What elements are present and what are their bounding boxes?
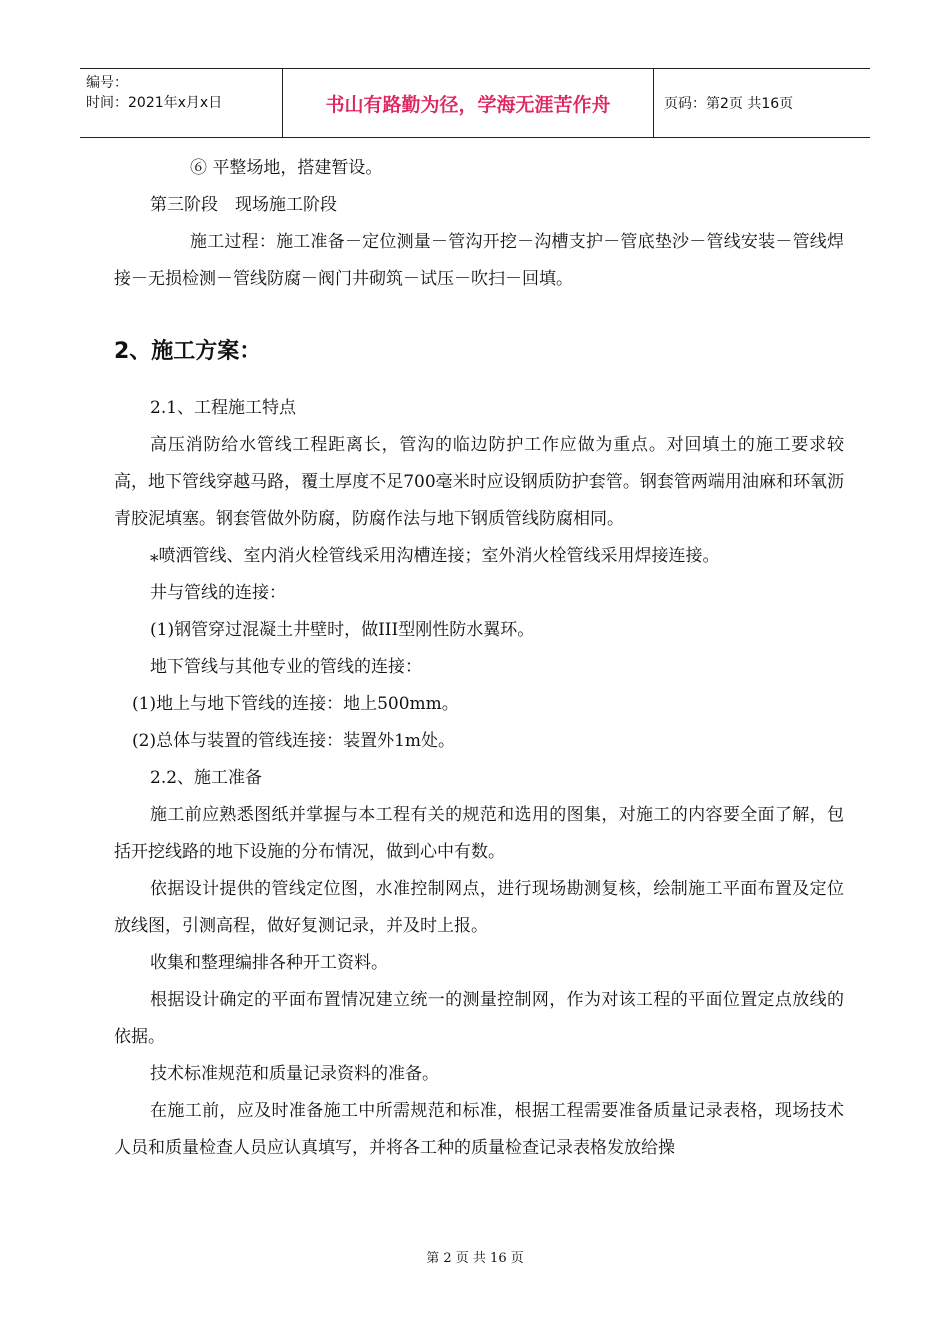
phase-heading: 第三阶段 现场施工阶段	[150, 195, 337, 215]
header-page-info: 页码：第2页 共16页	[664, 96, 794, 112]
paragraph: 高压消防给水管线工程距离长，管沟的临边防护工作应做为重点。对回填土的施工要求较高，地下管线穿越马路，覆土厚度不足700毫米时应设钢质防护套管。钢套管两端用油麻和环氧沥青胶泥填塞。钢套管做外防腐，防腐作法与地下钢质管线防腐相同。	[114, 435, 844, 529]
section-heading: 2、施工方案：	[114, 339, 262, 364]
paragraph: (1)钢管穿过混凝土井壁时，做III型刚性防水翼环。	[150, 620, 535, 640]
page-header	[80, 68, 870, 138]
paragraph: (2)总体与装置的管线连接：装置外1m处。	[132, 731, 456, 751]
paragraph: 井与管线的连接：	[150, 583, 286, 603]
paragraph: ⑥ 平整场地，搭建暂设。	[190, 158, 383, 178]
subsection-heading: 2.1、工程施工特点	[150, 398, 297, 418]
header-motto: 书山有路勤为径，学海无涯苦作舟	[282, 69, 654, 137]
document-time-label: 时间：2021年x月x日	[86, 95, 223, 111]
paragraph: 施工过程：施工准备－定位测量－管沟开挖－沟槽支护－管底垫沙－管线安装－管线焊接－无损检测－管线防腐－阀门井砌筑－试压－吹扫－回填。	[114, 232, 844, 289]
paragraph: 施工前应熟悉图纸并掌握与本工程有关的规范和选用的图集，对施工的内容要全面了解，包括开挖线路的地下设施的分布情况，做到心中有数。	[114, 805, 844, 862]
page-footer: 第 2 页 共 16 页	[426, 1251, 524, 1266]
paragraph: 在施工前，应及时准备施工中所需规范和标准，根据工程需要准备质量记录表格，现场技术人员和质量检查人员应认真填写，并将各工种的质量检查记录表格发放给操	[114, 1101, 844, 1158]
paragraph: 依据设计提供的管线定位图，水准控制网点，进行现场勘测复核，绘制施工平面布置及定位放线图，引测高程，做好复测记录，并及时上报。	[114, 879, 844, 936]
header-meta	[80, 69, 282, 137]
paragraph: (1)地上与地下管线的连接：地上500mm。	[132, 694, 459, 714]
paragraph: 根据设计确定的平面布置情况建立统一的测量控制网，作为对该工程的平面位置定点放线的依据。	[114, 990, 844, 1047]
document-body	[114, 150, 844, 1167]
document-number-label: 编号：	[86, 75, 128, 91]
subsection-heading: 2.2、施工准备	[150, 768, 263, 788]
paragraph: ⁎喷洒管线、室内消火栓管线采用沟槽连接；室外消火栓管线采用焊接连接。	[150, 546, 720, 566]
paragraph: 地下管线与其他专业的管线的连接：	[150, 657, 422, 677]
paragraph: 技术标准规范和质量记录资料的准备。	[150, 1064, 439, 1084]
paragraph: 收集和整理编排各种开工资料。	[150, 953, 388, 973]
